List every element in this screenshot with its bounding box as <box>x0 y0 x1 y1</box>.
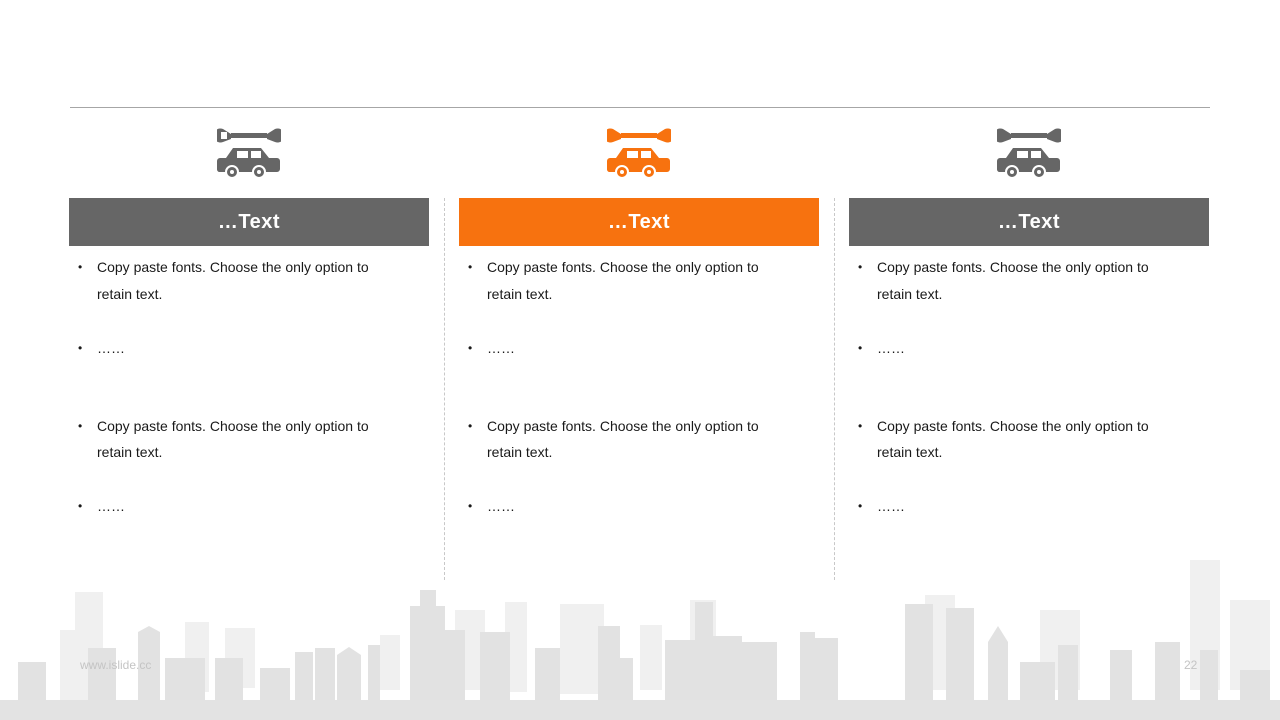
top-divider <box>70 107 1210 108</box>
column-separator <box>834 198 835 580</box>
list-item: • Copy paste fonts. Choose the only option to retain text. <box>459 254 789 307</box>
list-item: • …… <box>69 493 399 520</box>
column-3 <box>849 120 1209 590</box>
column-1 <box>69 120 429 590</box>
car-repair-icon <box>217 126 281 180</box>
list-item: • Copy paste fonts. Choose the only option to retain text. <box>849 413 1179 466</box>
list-item: • Copy paste fonts. Choose the only option to retain text. <box>69 254 399 307</box>
list-item: • …… <box>849 335 1179 362</box>
bullet-list <box>459 254 789 519</box>
car-repair-icon <box>607 126 671 180</box>
city-skyline-illustration <box>0 540 1280 720</box>
list-item: • Copy paste fonts. Choose the only option to retain text. <box>459 413 789 466</box>
page-number: 22 <box>1184 658 1198 672</box>
column-separator <box>444 198 445 580</box>
list-item: • Copy paste fonts. Choose the only option to retain text. <box>69 413 399 466</box>
column-header: …Text <box>849 198 1209 246</box>
car-repair-icon <box>997 126 1061 180</box>
column-header: …Text <box>459 198 819 246</box>
bullet-list <box>849 254 1179 519</box>
bullet-list <box>69 254 399 519</box>
list-item: • …… <box>69 335 399 362</box>
footer-url: www.islide.cc <box>80 658 152 672</box>
column-header: …Text <box>69 198 429 246</box>
column-2 <box>459 120 819 590</box>
list-item: • Copy paste fonts. Choose the only option to retain text. <box>849 254 1179 307</box>
list-item: • …… <box>849 493 1179 520</box>
list-item: • …… <box>459 493 789 520</box>
list-item: • …… <box>459 335 789 362</box>
